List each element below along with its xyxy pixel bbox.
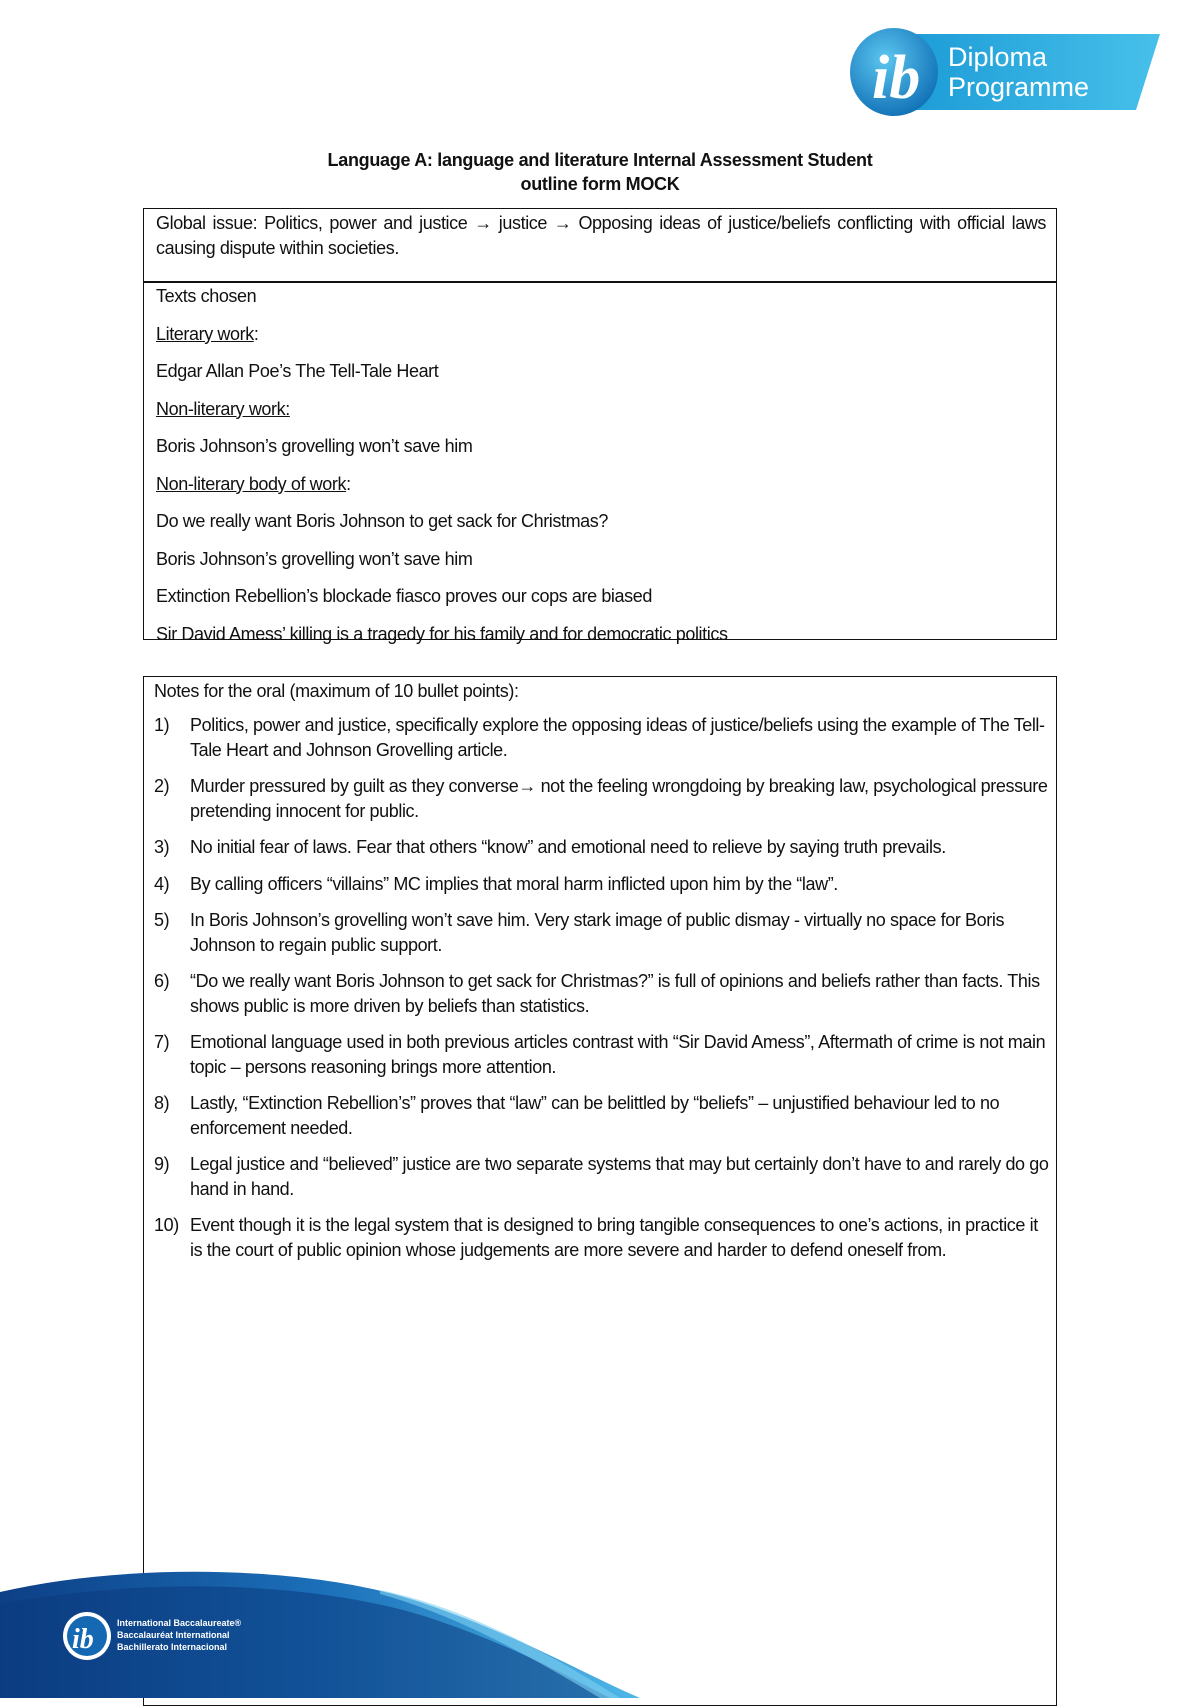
- svg-text:Programme: Programme: [948, 72, 1090, 102]
- nonliterary-body-label: Non-literary body of work:: [156, 473, 351, 494]
- note-item: 5) In Boris Johnson’s grovelling won’t save him. Very stark image of public dismay - virtually no space for Boris Johnson to regain public support.: [154, 910, 1005, 955]
- literary-work-label: Literary work:: [156, 323, 259, 344]
- svg-text:Diploma: Diploma: [948, 42, 1048, 72]
- notes-title: Notes for the oral (maximum of 10 bullet points):: [154, 681, 519, 701]
- ib-diploma-logo: [848, 26, 1168, 118]
- svg-text:ib: ib: [72, 1624, 94, 1655]
- nonliterary-work-label: Non-literary work:: [156, 398, 290, 419]
- document-title: [240, 148, 960, 196]
- note-item: 6) “Do we really want Boris Johnson to get sack for Christmas?” is full of opinions and beliefs rather than facts. This shows public is more driven by beliefs than statistics.: [154, 971, 1040, 1016]
- note-item: 4) By calling officers “villains” MC implies that moral harm inflicted upon him by the “law”.: [154, 873, 838, 894]
- body-of-work-item: Boris Johnson’s grovelling won’t save him: [156, 548, 473, 569]
- global-issue: Global issue: Politics, power and justice → justice → Opposing ideas of justice/beliefs conflicting with official laws causing dispute within societies.: [144, 209, 1056, 283]
- body-of-work-item: Extinction Rebellion’s blockade fiasco proves our cops are biased: [156, 586, 652, 606]
- title-line-1: Language A: language and literature Internal Assessment Student: [327, 150, 873, 170]
- ib-footer-text: International Baccalaureate® Baccalauréat International Bachillerato Internacional: [117, 1618, 242, 1652]
- note-item: 3) No initial fear of laws. Fear that others “know” and emotional need to relieve by saying truth prevails.: [154, 837, 946, 857]
- title-line-2: outline form MOCK: [520, 174, 680, 194]
- note-item: 1) Politics, power and justice, specifically explore the opposing ideas of justice/beliefs using the example of The Tell-Tale Heart and Johnson Grovelling article.: [154, 715, 1045, 760]
- svg-text:ib: ib: [872, 44, 921, 112]
- texts-box: [143, 208, 1057, 644]
- note-item: 2) Murder pressured by guilt as they converse→ not the feeling wrongdoing by breaking law, psychological pressure pretending innocent for public.: [154, 776, 1048, 821]
- texts-chosen-heading: Texts chosen: [156, 286, 257, 306]
- note-item: 7) Emotional language used in both previous articles contrast with “Sir David Amess”, Aftermath of crime is not main topic – persons reasoning brings more attention.: [154, 1032, 1046, 1077]
- texts-chosen-section: [144, 283, 1056, 666]
- literary-work-title: Edgar Allan Poe’s The Tell-Tale Heart: [156, 361, 439, 381]
- body-of-work-item: Sir David Amess’ killing is a tragedy for his family and for democratic politics: [156, 623, 728, 644]
- note-item: 8) Lastly, “Extinction Rebellion’s” proves that “law” can be belittled by “beliefs” – unjustified behaviour led to no enforcement needed.: [154, 1093, 1000, 1138]
- notes-box: [143, 676, 1057, 1706]
- note-item: 9) Legal justice and “believed” justice are two separate systems that may but certainly don’t have to and rarely do go hand in hand.: [154, 1154, 1049, 1199]
- note-item: 10) Event though it is the legal system that is designed to bring tangible consequences to one’s actions, in practice it is the court of public opinion whose judgements are more severe and harder to defend oneself from.: [154, 1215, 1038, 1260]
- nonliterary-work-title: Boris Johnson’s grovelling won’t save him: [156, 436, 473, 456]
- body-of-work-item: Do we really want Boris Johnson to get sack for Christmas?: [156, 511, 608, 531]
